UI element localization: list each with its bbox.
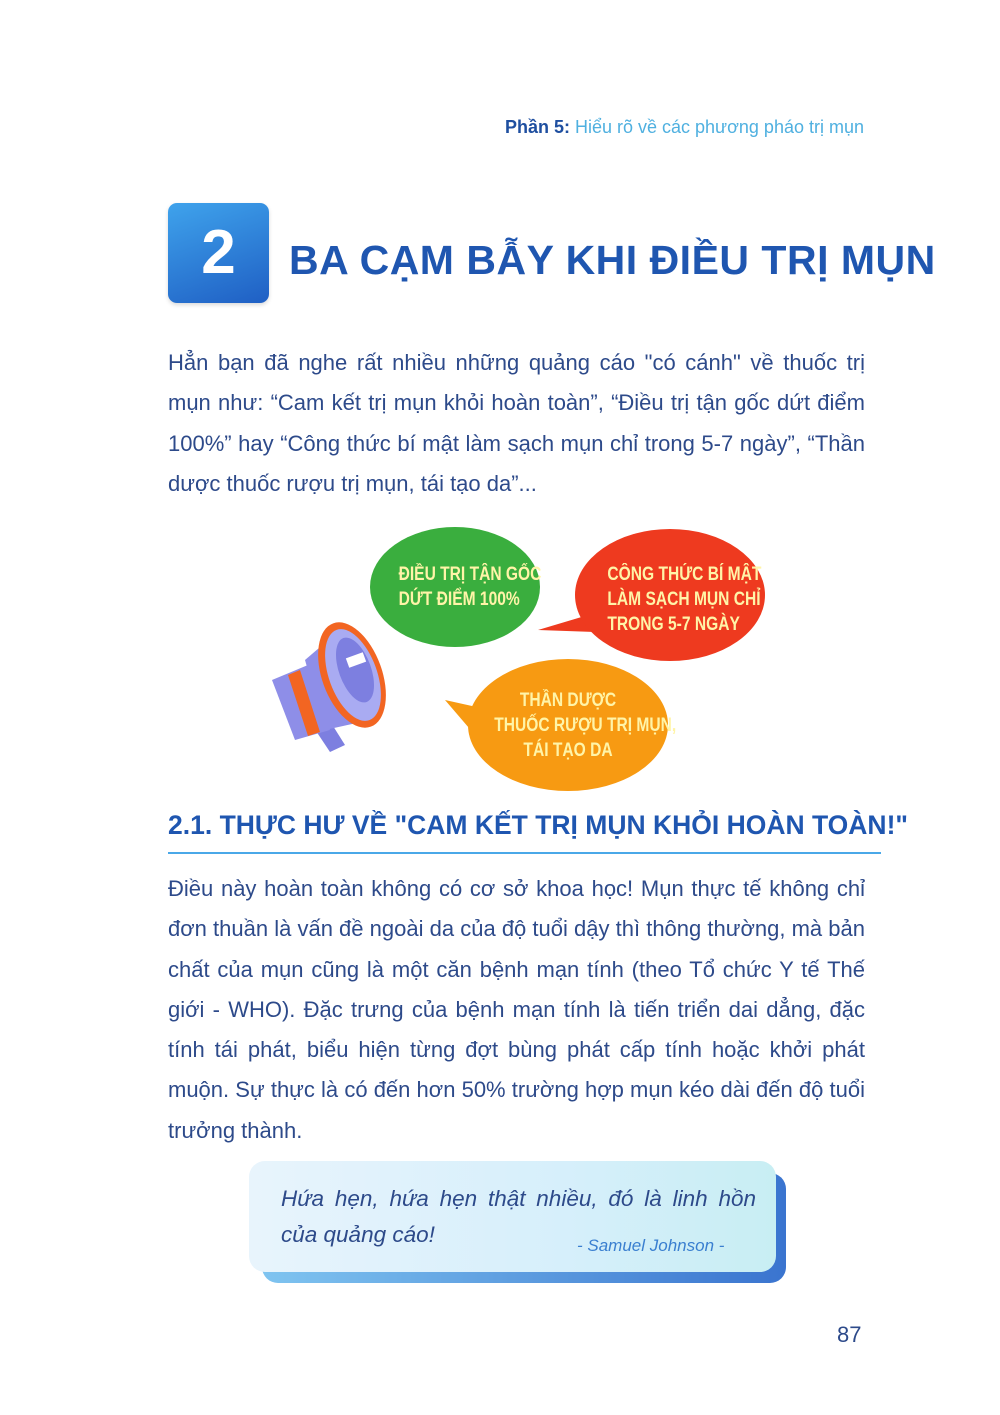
page-number: 87 [837, 1322, 862, 1347]
bubble-green-line: DỨT ĐIỂM 100% [398, 589, 520, 610]
bubble-red-line: CÔNG THỨC BÍ MẬT [607, 564, 762, 585]
bubble-orange-line: THẦN DƯỢC [519, 690, 617, 711]
section-divider [168, 852, 881, 854]
quote-author: - Samuel Johnson - [577, 1236, 725, 1255]
bubble-orange-line: THUỐC RƯỢU TRỊ MỤN, [494, 715, 677, 736]
chapter-number-badge: 2 [168, 203, 269, 303]
section-paragraph: Điều này hoàn toàn không có cơ sở khoa học! Mụn thực tế không chỉ đơn thuần là vấn đề ngoài da của độ tuổi dậy thì thông thường, mà bản chất của mụn cũng là một căn bệnh mạn tính (theo Tổ chức Y tế Thế giới - WHO). Đặc trưng của bệnh mạn tính là tiến triển dai dẳng, đặc tính tái phát, biểu hiện từng đợt bùng phát cấp tính hoặc khởi phát muộn. Sự thực là có đến hơn 50% trường hợp mụn kéo dài đến độ tuổi trưởng thành. [168, 876, 865, 1143]
megaphone-illustration [260, 520, 780, 800]
bubble-orange-text [494, 688, 677, 763]
chapter-title: BA CẠM BẪY KHI ĐIỀU TRỊ MỤN [289, 237, 936, 283]
megaphone-icon [272, 613, 399, 752]
header-part-label: Phần 5: [504, 117, 570, 137]
intro-paragraph: Hẳn bạn đã nghe rất nhiều những quảng cáo "có cánh" về thuốc trị mụn như: “Cam kết trị mụn khỏi hoàn toàn”, “Điều trị tận gốc dứt điểm 100%” hay “Công thức bí mật làm sạch mụn chỉ trong 5-7 ngày”, “Thần dược thuốc rượu trị mụn, tái tạo da”... [168, 350, 865, 496]
running-header [505, 117, 864, 138]
bubble-orange-line: TÁI TẠO DA [523, 740, 613, 761]
quote-text: Hứa hẹn, hứa hẹn thật nhiều, đó là linh hồn của quảng cáo! [281, 1186, 756, 1247]
bubble-green-text [398, 562, 542, 612]
section-title: 2.1. THỰC HƯ VỀ "CAM KẾT TRỊ MỤN KHỎI HOÀN TOÀN!" [168, 810, 908, 840]
bubble-green-line: ĐIỀU TRỊ TẬN GỐC [398, 564, 542, 585]
bubble-red-line: TRONG 5-7 NGÀY [607, 614, 740, 635]
bubble-red-line: LÀM SẠCH MỤN CHỈ [607, 589, 761, 610]
header-topic: Hiểu rõ về các phương pháo trị mụn [574, 117, 864, 137]
bubble-red-text [607, 562, 762, 637]
